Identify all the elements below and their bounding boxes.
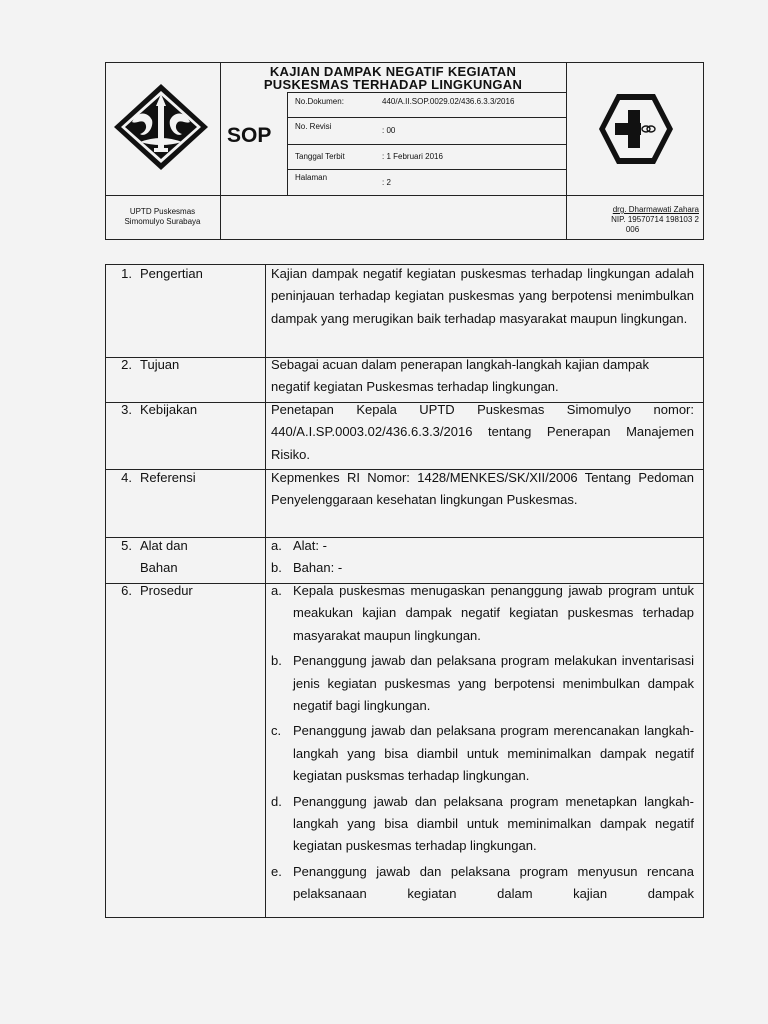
section-prosedur-list: [271, 580, 694, 917]
list-item: [271, 720, 694, 787]
section-title: Tujuan: [140, 357, 180, 372]
section-alat-bahan-label: [112, 535, 188, 579]
list-marker: e.: [271, 863, 282, 879]
list-item: [271, 650, 694, 717]
list-item: [271, 861, 694, 906]
list-text: Penanggung jawab dan pelaksana program menyusun rencana pelaksanaan kegiatan dalam kajian dampak: [293, 863, 694, 902]
list-marker: b.: [271, 653, 282, 669]
section-referensi-text: Kepmenkes RI Nomor: 1428/MENKES/SK/XII/2006 Tentang Pedoman Penyelenggaraan kesehatan lingkungan Puskesmas.: [271, 470, 694, 508]
section-title: Referensi: [140, 470, 196, 485]
section-number: 2.: [121, 357, 132, 372]
list-text: Alat: -: [293, 538, 327, 553]
puskesmas-logo-icon: [597, 92, 675, 166]
section-title: Pengertian: [140, 266, 203, 281]
list-text: Penanggung jawab dan pelaksana program menetapkan langkah-langkah yang bisa diambil untuk meminimalkan dampak negatif kegiatan puskesmas terhadap lingkungan.: [293, 793, 694, 854]
sop-label: SOP: [227, 124, 272, 147]
section-number: 6.: [121, 583, 132, 598]
signer: [566, 205, 699, 235]
section-tujuan-label: [112, 354, 179, 376]
field-value-halaman: : 2: [382, 178, 391, 187]
list-item: [271, 557, 694, 579]
section-referensi-label: [112, 467, 196, 489]
section-prosedur-label: [112, 580, 193, 602]
list-text: Kepala puskesmas menugaskan penanggung jawab program untuk meakukan kajian dampak negatif kegiatan puskesmas terhadap masyarakat maupun lingkungan.: [293, 583, 694, 643]
section-title-line2: Bahan: [140, 560, 178, 575]
section-title: Kebijakan: [140, 402, 198, 417]
field-label-no-dokumen: No.Dokumen:: [295, 97, 344, 106]
list-text: Penanggung jawab dan pelaksana program melakukan inventarisasi jenis kegiatan puskesmas yang berpotensi menimbulkan dampak negatif bagi lingkungan.: [293, 653, 694, 714]
field-value-no-revisi: : 00: [382, 126, 396, 135]
field-label-tanggal-terbit: Tanggal Terbit: [295, 152, 345, 161]
field-label-halaman: Halaman: [295, 173, 328, 182]
org-name: [105, 207, 220, 227]
section-pengertian-text: Kajian dampak negatif kegiatan puskesmas terhadap lingkungan adalah peninjauan terhadap kegiatan puskesmas yang berpotensi menimbulkan dampak yang merugikan baik terhadap masyarakat maupun lingkungan.: [271, 266, 694, 326]
surabaya-city-emblem-icon: [110, 82, 212, 172]
list-item: [271, 791, 694, 858]
section-pengertian-label: [112, 263, 203, 285]
section-title-line1: Alat dan: [140, 538, 188, 553]
field-label-no-revisi: No. Revisi: [295, 122, 332, 131]
list-marker: d.: [271, 793, 282, 809]
document-title-line2: PUSKESMAS TERHADAP LINGKUNGAN: [263, 77, 523, 92]
section-number: 5.: [121, 538, 132, 553]
list-text: Penanggung jawab dan pelaksana program merencanakan langkah-langkah yang bisa diambil untuk meminimalkan dampak negatif kegiatan pusksmas terhadap lingkungan.: [293, 723, 694, 784]
section-number: 1.: [121, 266, 132, 281]
org-line2: Simomulyo Surabaya: [124, 217, 201, 226]
section-title: [140, 535, 188, 579]
list-item: [271, 580, 694, 647]
list-marker: a.: [271, 583, 282, 598]
section-tujuan-text: Sebagai acuan dalam penerapan langkah-langkah kajian dampak negatif kegiatan Puskesmas terhadap lingkungan.: [271, 357, 649, 395]
field-value-tanggal-terbit: : 1 Februari 2016: [382, 152, 443, 161]
document-title-line1: KAJIAN DAMPAK NEGATIF KEGIATAN: [269, 64, 517, 79]
org-line1: UPTD Puskesmas: [129, 207, 196, 216]
section-number: 3.: [121, 402, 132, 417]
section-kebijakan-label: [112, 399, 197, 421]
list-marker: c.: [271, 723, 282, 739]
signer-name: drg. Dharmawati Zahara: [612, 205, 699, 214]
list-marker: a.: [271, 538, 282, 553]
section-kebijakan-text: Penetapan Kepala UPTD Puskesmas Simomulyo nomor: 440/A.I.SP.0003.02/436.6.3.3/2016 tentang Penerapan Manajemen Risiko.: [271, 402, 694, 462]
section-title: Prosedur: [140, 583, 193, 598]
list-marker: b.: [271, 560, 282, 576]
list-item: [271, 535, 694, 557]
signer-nip: NIP. 19570714 198103 2: [611, 215, 699, 224]
list-text: Bahan: -: [293, 560, 343, 576]
section-alat-bahan-list: [271, 535, 694, 580]
section-number: 4.: [121, 470, 132, 485]
field-value-no-dokumen: 440/A.II.SOP.0029.02/436.6.3.3/2016: [382, 97, 515, 106]
signer-nip-cont: 006: [625, 225, 640, 234]
